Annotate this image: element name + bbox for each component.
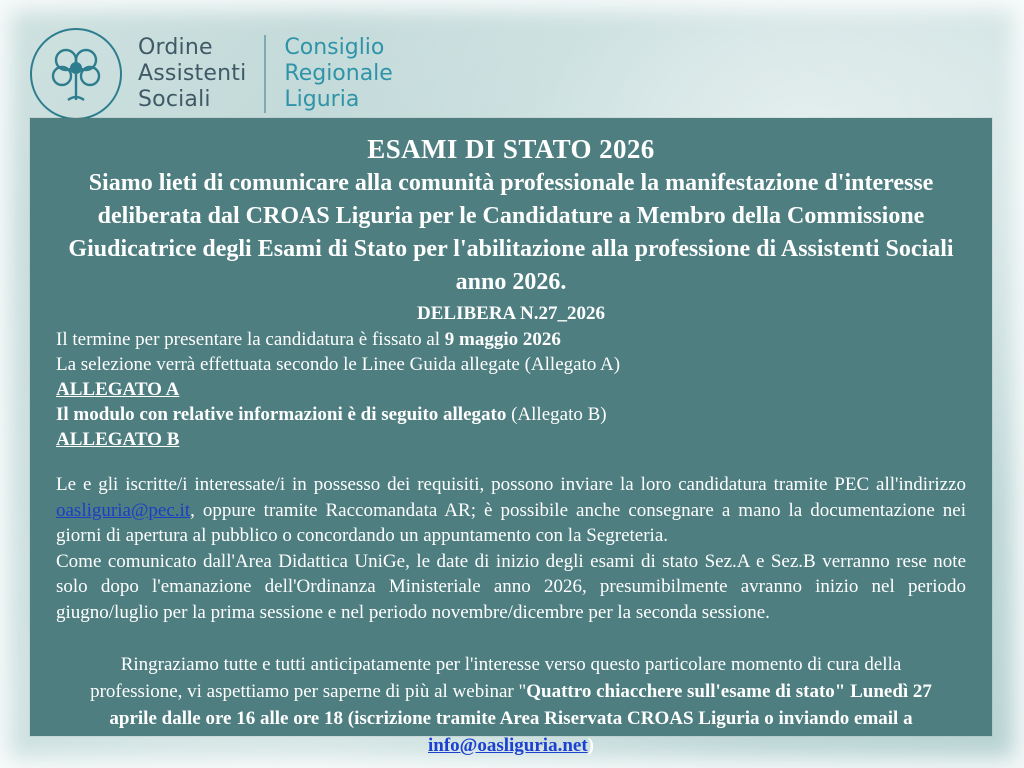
logo-divider — [264, 35, 266, 113]
delibera-reference: DELIBERA N.27_2026 — [417, 303, 605, 324]
pec-email-link[interactable]: oasliguria@pec.it — [56, 499, 191, 521]
logo-line-sociali: Sociali — [138, 87, 211, 112]
selection-line: La selezione verrà effettuata secondo le Linee Guida allegate (Allegato A) — [56, 354, 621, 375]
intro-paragraph: Siamo lieti di comunicare alla comunità professionale la manifestazione d'interesse deliberata dal CROAS Liguria per le Candidature a Membro della Commissione Giudicatrice degli Esami di Stato per l'abilitazione alla professione di Assistenti Sociali anno 2026. — [68, 170, 954, 295]
deadline-date: 9 maggio 2026 — [444, 329, 561, 350]
spacer-1 — [56, 452, 966, 472]
webinar-title: Quattro chiacchere sull'esame di stato" — [526, 681, 846, 702]
spacer-2 — [56, 625, 966, 651]
allegato-b-row — [56, 427, 966, 452]
allegato-a-row — [56, 377, 966, 402]
logo-line-assistenti: Assistenti — [138, 61, 247, 86]
application-text-1: Le e gli iscritte/i interessate/i in possesso dei requisiti, possono inviare la loro candidatura tramite PEC all'indirizzo — [56, 474, 966, 495]
page-title: ESAMI DI STATO 2026 — [367, 134, 655, 164]
module-line-bold: Il modulo con relative informazioni è di seguito allegato — [56, 404, 507, 425]
info-email-link[interactable]: info@oasliguria.net — [428, 735, 588, 756]
exam-dates-paragraph: Come comunicato dall'Area Didattica UniGe, le date di inizio degli esami di stato Sez.A e Sez.B verranno rese note solo dopo l'emanazione dell'Ordinanza Ministeriale anno 2026, presumibilmente avranno inizio nel periodo giugno/luglio per la prima sessione e nel periodo novembre/dicembre per la seconda sessione. — [56, 550, 966, 623]
application-paragraph — [56, 472, 966, 549]
module-line-rest: (Allegato B) — [506, 404, 607, 425]
header — [30, 24, 393, 124]
announcement-panel — [30, 118, 992, 756]
deadline-line — [56, 327, 966, 352]
poster-content — [20, 18, 1004, 756]
logo-line-liguria: Liguria — [284, 87, 360, 112]
ordine-assistenti-sociali-logo-icon — [30, 28, 122, 120]
logo-line-regionale: Regionale — [284, 61, 393, 86]
logo-text-left — [138, 35, 264, 113]
logo-text-right — [284, 35, 392, 113]
allegato-b-link[interactable]: ALLEGATO B — [56, 429, 180, 450]
logo-line-ordine: Ordine — [138, 35, 213, 60]
module-line — [56, 402, 966, 427]
closing-text-1: Ringraziamo tutte e tutti anticipatamente per l'interesse verso questo particolare momento di cura della professione, vi aspettiamo per saperne di più al webinar " — [90, 654, 902, 702]
allegato-a-link[interactable]: ALLEGATO A — [56, 379, 180, 400]
closing-text-3: ) — [587, 735, 594, 756]
closing-text-2: Lunedì 27 aprile dalle ore 16 alle ore 18 (iscrizione tramite Area Riservata CROAS Liguria o inviando email a — [109, 681, 932, 729]
logo-line-consiglio: Consiglio — [284, 35, 385, 60]
application-text-2: , oppure tramite Raccomandata AR; è possibile anche consegnare a mano la documentazione nei giorni di apertura al pubblico o concordando un appuntamento con la Segreteria. — [56, 499, 966, 546]
deadline-prefix: Il termine per presentare la candidatura è fissato al — [56, 329, 445, 350]
closing-paragraph — [86, 651, 936, 759]
